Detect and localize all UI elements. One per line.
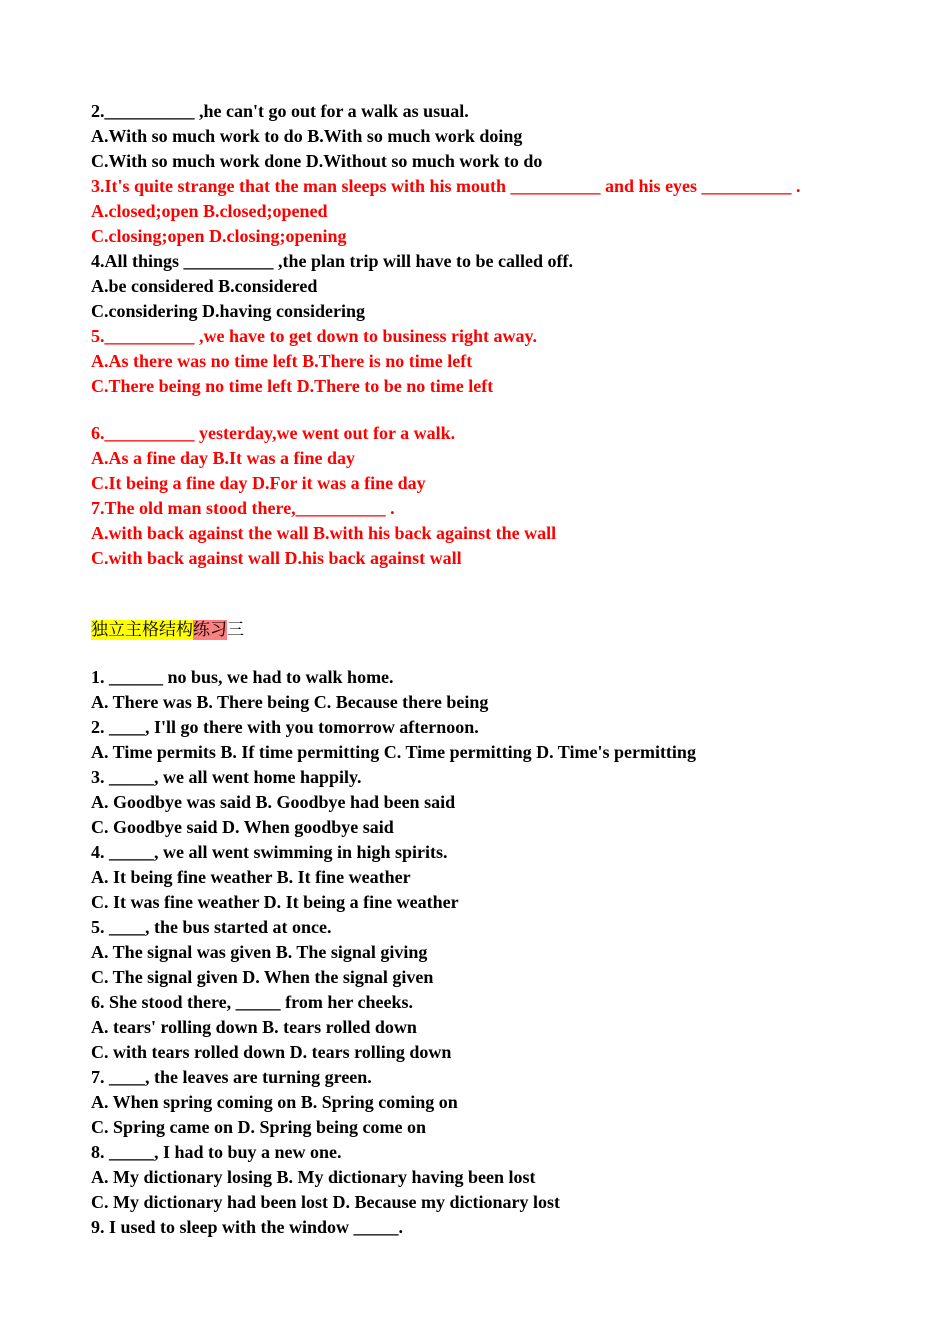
option-line: A.With so much work to do B.With so much work doing bbox=[91, 126, 523, 146]
option-line: C.With so much work done D.Without so much work to do bbox=[91, 151, 543, 171]
question-line: 2.__________ ,he can't go out for a walk as usual. bbox=[91, 101, 469, 121]
option-line: A. It being fine weather B. It fine weather bbox=[91, 867, 411, 887]
question-line: 7. ____, the leaves are turning green. bbox=[91, 1067, 372, 1087]
option-line: A.As a fine day B.It was a fine day bbox=[91, 448, 356, 468]
option-line: A. Time permits B. If time permitting C. Time permitting D. Time's permitting bbox=[91, 742, 696, 762]
question-block-2 bbox=[91, 421, 891, 571]
question-line: 7.The old man stood there,__________ . bbox=[91, 498, 395, 518]
option-line: C. Goodbye said D. When goodbye said bbox=[91, 817, 394, 837]
option-line: C. My dictionary had been lost D. Because my dictionary lost bbox=[91, 1192, 560, 1212]
option-line: A. There was B. There being C. Because there being bbox=[91, 692, 489, 712]
option-line: A. When spring coming on B. Spring coming on bbox=[91, 1092, 458, 1112]
option-line: A. tears' rolling down B. tears rolled down bbox=[91, 1017, 417, 1037]
document-page bbox=[91, 99, 891, 1240]
option-line: C.closing;open D.closing;opening bbox=[91, 226, 347, 246]
option-line: C.considering D.having considering bbox=[91, 301, 366, 321]
heading-highlight-pink: 练习 bbox=[193, 620, 227, 640]
question-line: 6. She stood there, _____ from her cheeks. bbox=[91, 992, 413, 1012]
question-line: 4.All things __________ ,the plan trip will have to be called off. bbox=[91, 251, 574, 271]
option-line: C. It was fine weather D. It being a fine weather bbox=[91, 892, 459, 912]
option-line: A.As there was no time left B.There is no time left bbox=[91, 351, 473, 371]
question-line: 5.__________ ,we have to get down to business right away. bbox=[91, 326, 538, 346]
option-line: A. Goodbye was said B. Goodbye had been said bbox=[91, 792, 456, 812]
question-line: 3. _____, we all went home happily. bbox=[91, 767, 362, 787]
option-line: C.with back against wall D.his back against wall bbox=[91, 548, 462, 568]
question-block-1 bbox=[91, 99, 891, 399]
question-line: 8. _____, I had to buy a new one. bbox=[91, 1142, 342, 1162]
option-line: C.It being a fine day D.For it was a fine day bbox=[91, 473, 426, 493]
question-line: 2. ____, I'll go there with you tomorrow afternoon. bbox=[91, 717, 479, 737]
option-line: C. Spring came on D. Spring being come on bbox=[91, 1117, 427, 1137]
question-line: 5. ____, the bus started at once. bbox=[91, 917, 332, 937]
question-line: 1. ______ no bus, we had to walk home. bbox=[91, 667, 394, 687]
heading-highlight-yellow: 独立主格结构 bbox=[91, 620, 193, 640]
question-line: 6.__________ yesterday,we went out for a walk. bbox=[91, 423, 456, 443]
option-line: A.be considered B.considered bbox=[91, 276, 318, 296]
option-line: A. My dictionary losing B. My dictionary having been lost bbox=[91, 1167, 536, 1187]
question-block-3 bbox=[91, 665, 891, 1240]
option-line: A.with back against the wall B.with his back against the wall bbox=[91, 523, 557, 543]
section-heading bbox=[91, 618, 891, 643]
question-line: 3.It's quite strange that the man sleeps with his mouth __________ and his eyes __________ . bbox=[91, 176, 801, 196]
option-line: A.closed;open B.closed;opened bbox=[91, 201, 328, 221]
option-line: C. with tears rolled down D. tears rolling down bbox=[91, 1042, 452, 1062]
option-line: A. The signal was given B. The signal giving bbox=[91, 942, 428, 962]
heading-suffix: 三 bbox=[227, 620, 244, 640]
question-line: 4. _____, we all went swimming in high spirits. bbox=[91, 842, 448, 862]
option-line: C.There being no time left D.There to be no time left bbox=[91, 376, 494, 396]
question-line: 9. I used to sleep with the window _____. bbox=[91, 1217, 404, 1237]
option-line: C. The signal given D. When the signal given bbox=[91, 967, 434, 987]
